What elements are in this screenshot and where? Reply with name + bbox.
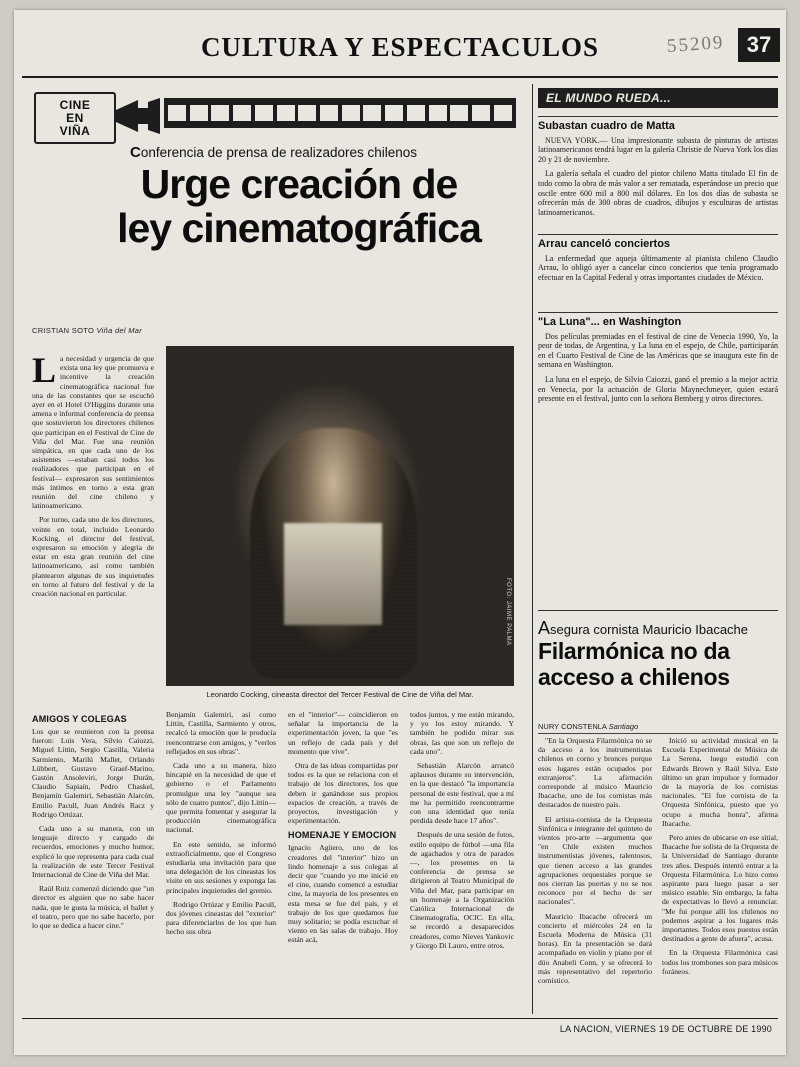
feature-headline [538,638,778,690]
sidebar-item-matta [538,122,778,222]
paragraph: Por turno, cada uno de los directores, veinte en total, incluido Leonardo Kocking, el director del festival, expresaron su emoción y alegría de estar en esta gran reunión del cine latinoamericano, así como también plantearon algunas de sus inquietudes en torno al futuro del festival y de la creación nacional en particular. [32,515,154,599]
body-column-4 [410,710,514,955]
body-column-1 [32,350,154,603]
paragraph: Inició su actividad musical en la Escuela Experimental de Música de La Serena, luego estudió con Edwards Brown y Raúl Silva. Este último un gran impulsor y formador de la mayoría de los cornistas nacionales. "El fue cornista de la Orquesta Sinfónica, puesto que yo ocupo a mucha honra", afirma Ibacache. [662,736,778,828]
feature-headline-line-2: acceso a chilenos [538,664,730,690]
feature-byline-place: Santiago [608,722,639,731]
paragraph: Sebastián Alarcón arrancó aplausos durante su intervención, en la que destacó "la importancia personal de este festival, que a mí me ha permitido reencontrarme con una identidad que tenía perdida desde hace 17 años". [410,761,514,826]
sidebar-rule-2 [538,234,778,235]
paragraph: En este sentido, se informó extraoficialmente, que el Congreso estudiaría una invitación para que una delegación de los cineastas los visite en sus sesiones y exponga las principales inquietudes del gremio. [166,839,276,895]
paragraph: Dos películas premiadas en el festival de cine de Venecia 1990, Yo, la peor de todas, de Argentina, y La luna en el espejo, de Chile, participarán en el Cuarto Festival de Cine de las Américas que se inaugura este fin de semana en Washington. [538,331,778,370]
paragraph: Raúl Ruiz comenzó diciendo que "un director es alguien que no sabe hacer nada, que le gusta la música, el ballet y el teatro, pero que no sabe hacerlo, por lo que se dedica a hacer cine." [32,884,154,931]
feature-byline-name: NURY CONSTENLA [538,722,607,731]
sidebar-item-heading: "La Luna"... en Washington [538,316,682,328]
article-headline [74,162,524,250]
paragraph: La enfermedad que aqueja últimamente al pianista chileno Claudio Arrau, lo obligó ayer a cancelar cinco conciertos que tenía programado efectuar en la Capital Federal y otras importantes ciudades de México. [538,253,778,282]
paragraph: Benjamín Galemiri, así como Littin, Castilla, Sarmiento y otros, recalcó la emoción que le producía reencontrarse con amigos, y "verlos reflejados en sus obras". [166,710,276,756]
paragraph: Cada uno a su manera, con un lenguaje directo y cargado de recuerdos, emociones y mucho humor, explicó lo que representa para cada cual la realización de este Tercer Festival Internacional de Cine de Viña del Mar. [32,824,154,880]
footer-rule [22,1018,778,1019]
paragraph: Cada uno a su manera, hizo hincapié en la necesidad de que el gobierno o el Parlamento promulgue una ley "aunque sea sólo de cuatro puntos", dijo Littin— que permita fomentar y asegurar la producción cinematográfica nacional. [166,761,276,835]
sidebar-item-heading: Subastan cuadro de Matta [538,120,675,132]
kicker-text: onferencia de prensa de realizadores chilenos [140,145,418,160]
paragraph: Pero antes de ubicarse en ese sitial, Ibacache fue solista de la Orquesta de la Universidad de Santiago durante tres años. Después intentó entrar a la Orquesta Filarmónica. Lo hizo como aspirante para luego pasar a ser músico estable. Sin embargo, la falta de expectativas lo llevó a renunciar. "Me fui porque allí los chilenos no podemos aspirar a los lugares más importantes. Todos esos puestos están destinados a gente de afuera", acusa. [662,833,778,944]
masthead-rule [22,76,778,78]
logo-line-3: VIÑA [59,123,91,138]
subheading-homenaje: HOMENAJE Y EMOCION [288,830,397,841]
paper-sheet [14,10,786,1055]
paragraph: El artista-cornista de la Orquesta Sinfónica e integrante del quinteto de vientos pro-arte —argumenta que "en Chile existen muchos instrumentistas jóvenes, talentosos, que tienen acceso a las grandes agrupaciones orquestales porque se nos cierran las puertas y no se nos reconoce por el hecho de ser nacionales". [538,814,652,907]
logo-line-2: EN [66,110,84,125]
article-kicker [130,144,520,161]
paragraph: todos juntos, y me están mirando, y yo los estoy mirando. Y también he podido mirar sus obras, las que son un reflejo de cada uno". [410,710,514,756]
paragraph: Mauricio Ibacache ofrecerá un concierto el miércoles 24 en la Escuela Moderna de Música (31 horas). En la presentación se dará acompañado en violín y piano por el dúo Anabeli Conn, y se ofrecerá lo más representativo del repertorio cornístico. [538,911,652,986]
archive-scribble: 55209 [665,32,725,57]
sidebar-rule-1 [538,116,778,117]
body-column-2 [166,710,276,942]
masthead [14,32,786,72]
feature-eyebrow [538,618,778,639]
paragraph: en el "interior"— coincidieron en señalar la importancia de la experimentación joven, la que "es un reflejo de cada país y del momento que vive". [288,710,398,756]
paragraph: La necesidad y urgencia de que exista una ley que promueva e incentive la creación cinematográfica nacional fue una de las constantes que se escuchó ayer en el Hotel O'Higgins durante una amena e informal conferencia de prensa que sostuvieron los directores chilenos que participan en el Festival de Cine de Viña del Mar. Fue una reunión simpática, en que cada uno de los asistentes —estaban casi todos los realizadores que participan en el festival— expresaron sus sentimientos más íntimos en torno a esta gran reunión del cine chileno y latinoamericano. [32,350,154,511]
photo-caption: Leonardo Cocking, cineasta director del Tercer Festival de Cine de Viña del Mar. [206,690,474,699]
paragraph: La galería señala el cuadro del pintor chileno Matta titulado El fin de todo como la obra de más valor a ser rematada, esperándose un precio que oscile entre 600 mil a 800 mil dólares. En los dos días de subasta se ofrecerán más de 300 obras de cuadros, dibujos y esculturas de artistas latinoamericanos. [538,169,778,217]
paragraph: NUEVA YORK.— Una impresionante subasta de pinturas de artistas latinoamericanos tendrá lugar en la galería Christie de Nueva York los días 20 y 21 de noviembre. [538,135,778,164]
paragraph: Después de una sesión de fotos, estilo equipo de fútbol —una fila de agachados y otra de parados—, los presentes en la conferencia de prensa se dirigieron al Teatro Municipal de Viña del Mar, para participar en un homenaje a la Organización Católica Internacional de Cinematografía, OCIC. En ella, se recordó a desaparecidos creadores, como Nieves Yankovic y Giorgo Di Lauro, entre otros. [410,830,514,950]
sidebar-rule-3 [538,312,778,313]
headline-line-2: ley cinematográfica [117,205,481,251]
headline-line-1: Urge creación de [140,161,458,207]
kicker-cap: C [130,144,141,161]
logo-line-1: CINE [59,97,91,112]
sidebar-item-heading: Arrau canceló conciertos [538,238,671,250]
masthead-title-main: CULTURA Y ESPECTACULO [200,32,584,62]
byline-name: CRISTIAN SOTO [32,326,95,335]
sidebar-item-la-luna [538,318,778,409]
paragraph: "En la Orquesta Filarmónica no se da acceso a los instrumentistas chilenos en corno y bronces porque esos lugares están ocupados por extranjeros". La afirmación corresponde al músico Mauricio Ibacache, uno de los cornistas más destacados de nuestro país. [538,736,652,810]
drop-cap: L [32,350,57,390]
sidebar-item-arrau [538,240,778,287]
byline-place: Viña del Mar [96,326,143,335]
paragraph: Rodrigo Ortúzar y Emilio Pacull, dos jóvenes cineastas del "exterior" para diferenciarlos de los que han hecho sus obra [166,899,276,937]
cine-en-vina-logo [34,92,116,144]
feature-byline [538,722,778,734]
feature-column-1 [538,736,652,990]
feature-column-2 [662,736,778,981]
paragraph: En la Orquesta Filarmónica casi todos los trombones son para músicos foráneos. [662,948,778,976]
body-column-3 [288,710,398,950]
article-byline [32,326,232,335]
subheading-amigos: AMIGOS Y COLEGAS [32,714,127,724]
paragraph: Los que se reunieron con la prensa fueron: Luis Vera, Silvio Caiozzi, Miguel Littin, Sergio Castilla, Valeria Sarmiento, Marilú Mallet, Orlando Lübbert, Gustavo Graef-Marino, Gastón Ansoleviri, Jorge Durán, Claudio Sapiaín, Pedro Chaskel, Benjamín Galemiri, Sebastián Alarcón, Emilio Pacull, Juan Andrés Racz y Rodrigo Ortúzar. [32,727,154,819]
page-number: 37 [738,28,780,62]
body-column-1b [32,710,154,935]
footer-text: LA NACION, VIERNES 19 DE OCTUBRE DE 1990 [559,1024,772,1034]
filmstrip-decoration [164,98,516,128]
feature-eyebrow-text: segura cornista Mauricio Ibacache [550,622,749,637]
photo-credit: FOTO: JAIME PALMA [505,578,511,646]
sidebar-rule-4 [538,610,778,611]
feature-eyebrow-cap: A [538,618,551,638]
megaphone-icon [114,96,162,136]
paragraph: La luna en el espejo, de Silvio Caiozzi, ganó el premio a la mejor actriz en Venecia, por la actuación de Gloria Maynechmeyer, quien estará presente en el festival, junto con la señora Bemberg y otros directores. [538,374,778,404]
feature-headline-line-1: Filarmónica no da [538,638,730,664]
article-photo [166,346,514,686]
column-divider [532,84,533,1014]
masthead-title-tail: S [583,32,600,62]
paragraph: Otra de las ideas compartidas por todos es la que se relaciona con el trabajo de los directores, los que deben ir ganándose sus propios espacios de creación, a través de proyectos, investigación y experimentación. [288,761,398,826]
sidebar-section-title: EL MUNDO RUEDA... [538,88,778,108]
paragraph: Ignacio Agüero, uno de los creadores del "interior" hizo un lindo homenaje a sus colegas al decir que "cuando yo me inicié en el cine, cuando comencé a estudiar cine, la mayoría de los presentes en esta mesa se fue del país, y el trabajo de los que quedamos fue muy solitario; se podía escuchar el viento en las salas de trabajo. Hoy están acá, [288,843,398,945]
